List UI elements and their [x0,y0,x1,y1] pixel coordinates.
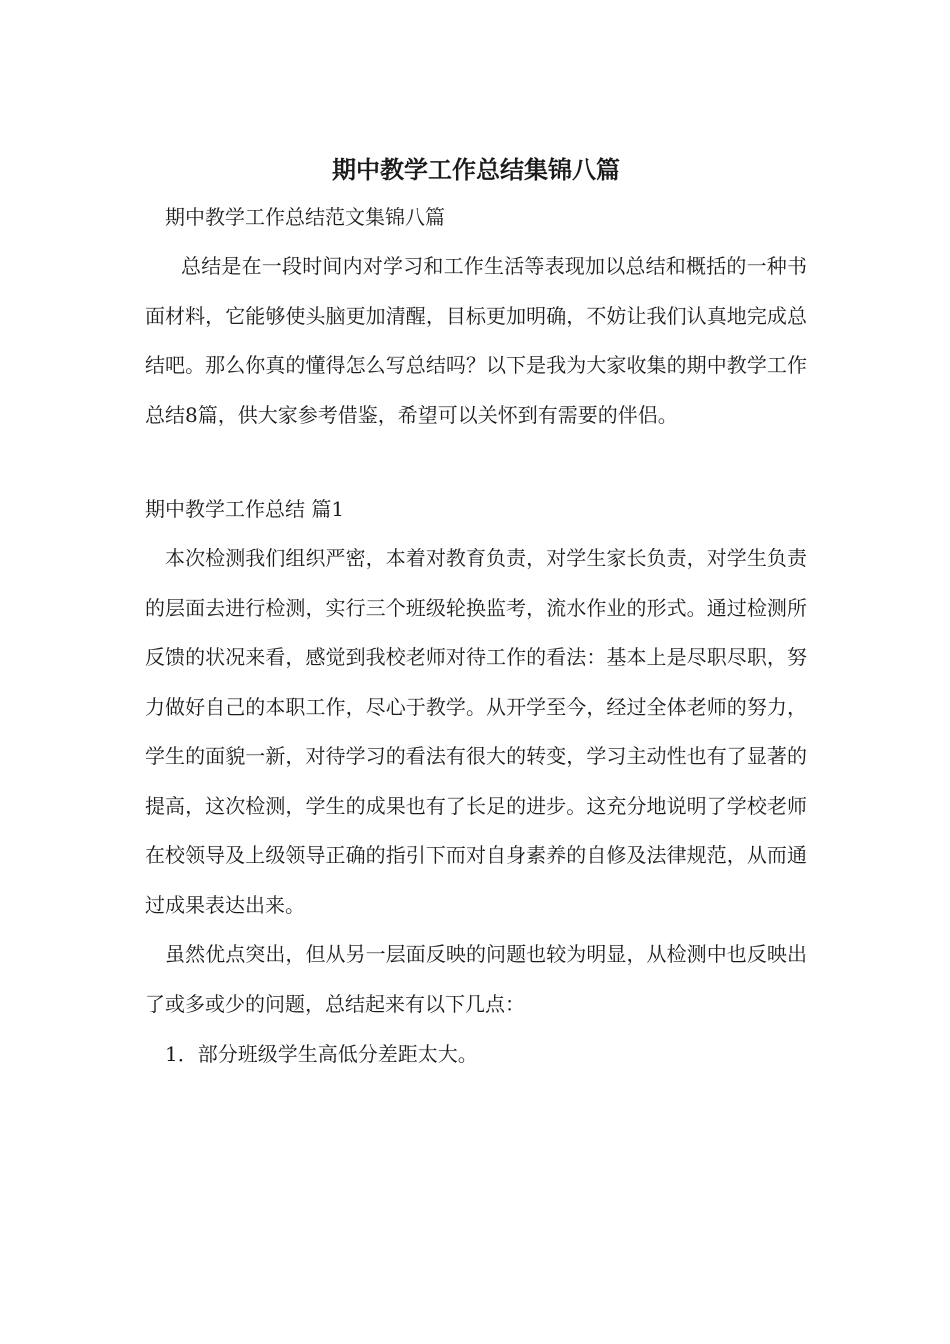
intro-paragraph: 总结是在一段时间内对学习和工作生活等表现加以总结和概括的一种书面材料，它能够使头脑更加清醒，目标更加明确，不妨让我们认真地完成总结吧。那么你真的懂得怎么写总结吗？以下是我为大家收集的期中教学工作总结8篇，供大家参考借鉴，希望可以关怀到有需要的伴侣。 [145,254,807,427]
document-subtitle: 期中教学工作总结范文集锦八篇 [165,205,445,229]
body-paragraph-1: 本次检测我们组织严密，本着对教育负责，对学生家长负责，对学生负责的层面去进行检测，实行三个班级轮换监考，流水作业的形式。通过检测所反馈的状况来看，感觉到我校老师对待工作的看法：基本上是尽职尽职，努力做好自己的本职工作，尽心于教学。从开学至今，经过全体老师的努力，学生的面貌一新，对待学习的看法有很大的转变，学习主动性也有了显著的提高，这次检测，学生的成果也有了长足的进步。这充分地说明了学校老师在校领导及上级领导正确的指引下而对自身素养的自修及法律规范，从而通过成果表达出来。 [145,546,807,917]
document-body [145,148,807,1079]
body-paragraph-2: 虽然优点突出，但从另一层面反映的问题也较为明显，从检测中也反映出了或多或少的问题，总结起来有以下几点： [145,942,807,1016]
section-spacer [145,440,807,484]
document-title: 期中教学工作总结集锦八篇 [332,156,620,184]
section-heading: 期中教学工作总结 篇1 [145,497,345,521]
list-item-1: 1．部分班级学生高低分差距太大。 [165,1042,478,1066]
